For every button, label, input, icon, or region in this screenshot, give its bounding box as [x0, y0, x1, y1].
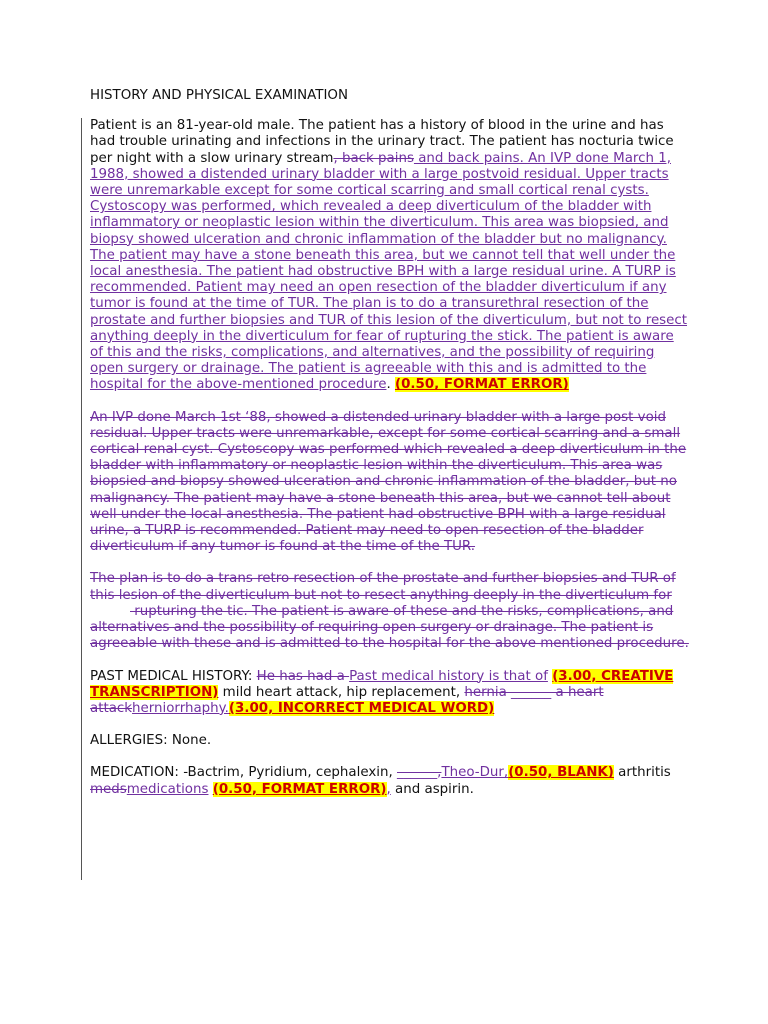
medication-label: MEDICATION: -Bactrim, Pyridium, cephalexin,: [90, 765, 397, 781]
revision-bar: [81, 118, 82, 442]
medication-text: and aspirin.: [390, 781, 474, 797]
deleted-paragraph-ivp: [90, 410, 690, 653]
medication-text: arthritis: [613, 765, 671, 781]
error-marker: (3.00, CREATIVE TRANSCRIPTION): [90, 668, 674, 700]
error-marker: (0.50, BLANK): [508, 765, 614, 781]
document-title: HISTORY AND PHYSICAL EXAMINATION: [90, 88, 348, 103]
inserted-text: herniorrhaphy.: [132, 700, 229, 716]
revision-bar: [81, 765, 82, 799]
inserted-text: and back pains. An IVP done March 1, 1988, showed a distended urinary bladder with a large postvoid residual. Upper tracts were unremarkable except for some cortical scarring and small cortical renal cysts. Cystoscopy was performed, which revealed a deep diverticulum of the bladder with inflammatory or neoplastic lesion within the diverticulum. This area was biopsied, and biopsy showed ulceration and chronic inflammation of the bladder but no malignancy. The patient may have a stone beneath this area, but we cannot tell that well under the local anesthesia. The patient had obstructive BPH with a large residual urine. A TURP is recommended. Patient may need an open resection of the bladder diverticulum if any tumor is found at the time of TUR. The plan is to do a transurethral resection of the prostate and further biopsies and TUR of this lesion of the diverticulum, but not to resect anything deeply in the diverticulum for fear of rupturing the stick. The patient is aware of this and the risks, complications, and alternatives, and the possibility of requiring open surgery or drainage. The patient is agreeable with this and is admitted to the hospital for the above-mentioned procedure: [90, 150, 688, 393]
error-marker: (3.00, INCORRECT MEDICAL WORD): [228, 700, 495, 716]
revision-bar: [81, 669, 82, 721]
deleted-text: He has had a: [256, 668, 350, 684]
allergies-line: ALLERGIES: None.: [90, 733, 212, 749]
error-marker: (0.50, FORMAT ERROR): [394, 377, 569, 393]
deleted-text: hernia ______ a heart attack: [90, 684, 604, 716]
pmh-label: PAST MEDICAL HISTORY:: [90, 668, 257, 684]
deleted-text: The plan is to do a trans retro resection of the prostate and further biopsies and TUR of this lesion of the diverticulum but not to resect anything deeply in the diverticulum for: [90, 571, 676, 603]
paragraph-hpi: [90, 118, 690, 393]
deleted-text: rupturing the tic. The patient is aware of these and the risks, complications, and alternatives and the possibility of requiring open surgery or drainage. The patient is agreeable with these and is admitted to the hospital for the above mentioned procedure.: [90, 603, 689, 652]
section-medication: [90, 765, 690, 797]
deleted-text: An IVP done March 1st ‘88, showed a distended urinary bladder with a large post void residual. Upper tracts were unremarkable, except for some cortical scarring and a small cortical renal cyst. Cystoscopy was performed which revealed a deep diverticulum in the bladder with inflammatory or neoplastic lesion within the diverticulum. This area was biopsied and biopsy showed ulceration and chronic inflammation of the bladder, but no malignancy. The patient may have a stone beneath this area, but we cannot tell about well under the local anesthesia. The patient had obstructive BPH with a large residual urine, a TURP is recommended. Patient may need to open resection of the bladder diverticulum if any tumor is found at the time of the TUR.: [90, 409, 687, 555]
hpi-period: .: [386, 377, 395, 393]
pmh-text: mild heart attack, hip replacement,: [218, 684, 465, 700]
deleted-text: , back pains: [333, 150, 414, 166]
hpi-text: Patient is an 81-year-old male. The patient has a history of blood in the urine and has had trouble urinating and infections in the urinary tract. The patient has nocturia twice per night with a slow urinary stream: [90, 118, 674, 166]
deleted-text: meds: [90, 781, 127, 797]
error-marker: (0.50, FORMAT ERROR): [212, 781, 387, 797]
inserted-text: ,: [386, 781, 391, 797]
section-past-medical-history: [90, 669, 690, 718]
document-page: [90, 88, 690, 798]
deleted-text: ______,: [397, 765, 442, 781]
revision-bar: [81, 410, 82, 880]
inserted-text: Theo-Dur,: [441, 765, 509, 781]
inserted-text: Past medical history is that of: [349, 668, 548, 684]
inserted-text: medications: [126, 781, 209, 797]
